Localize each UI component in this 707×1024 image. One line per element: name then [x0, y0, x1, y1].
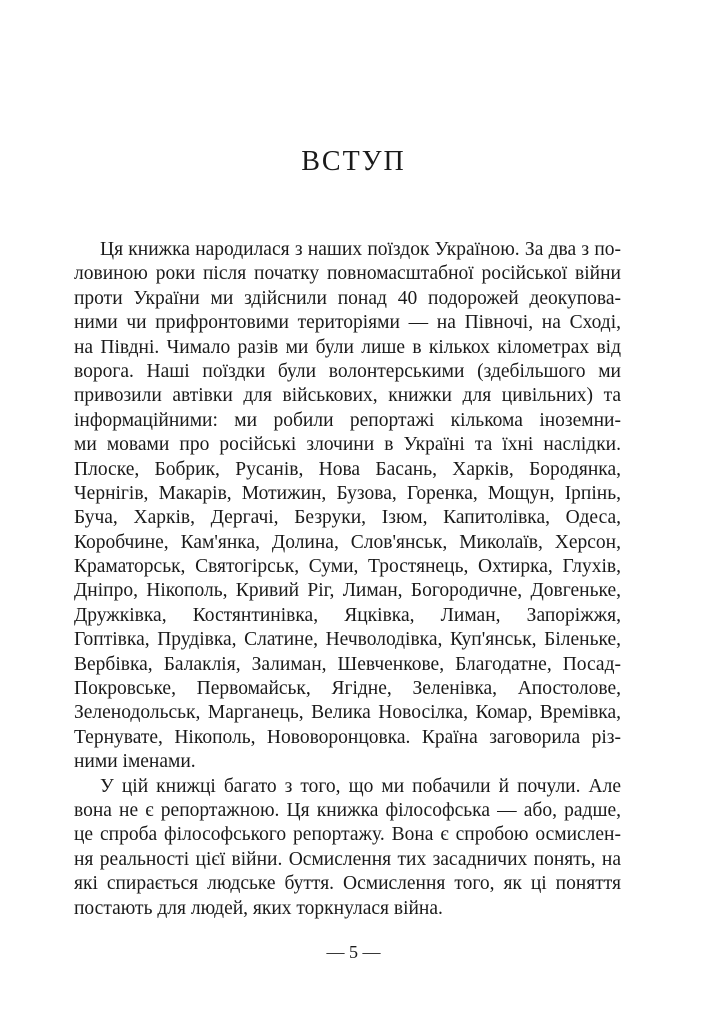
text-line: Зеленодольськ, Марганець, Велика Новосілка, Комар, Времівка, — [74, 702, 621, 724]
text-line: Дружківка, Костянтинівка, Яцківка, Лиман, Запоріжжя, — [74, 604, 621, 626]
chapter-body — [74, 238, 621, 921]
page-number: — 5 — — [326, 942, 381, 962]
text-line: ними іменами. — [74, 751, 196, 773]
text-line: які спирається людське буття. Осмислення того, як ці поняття — [74, 873, 621, 895]
paragraph-1 — [74, 238, 621, 775]
text-line: ми мовами про російські злочини в Україні та їхні наслідки. — [74, 434, 621, 456]
paragraph-2 — [74, 775, 621, 921]
chapter-title: ВСТУП — [301, 146, 406, 177]
text-line: це спроба філософського репортажу. Вона є спробою осмислен- — [74, 824, 621, 846]
text-line: У цій книжці багато з того, що ми побачили й почули. Але — [100, 775, 621, 797]
text-line: Краматорськ, Святогірськ, Суми, Тростянець, Охтирка, Глухів, — [74, 556, 621, 578]
text-line: Тернувате, Нікополь, Нововоронцовка. Країна заговорила різ- — [74, 726, 621, 748]
text-line: Чернігів, Макарів, Мотижин, Бузова, Горенка, Мощун, Ірпінь, — [74, 482, 621, 504]
text-line: Вербівка, Балаклія, Залиман, Шевченкове, Благодатне, Посад- — [74, 653, 621, 675]
text-line: ворога. Наші поїздки були волонтерськими (здебільшого ми — [74, 360, 621, 382]
text-line: вона не є репортажною. Ця книжка філософська — або, радше, — [74, 799, 621, 821]
text-line: Покровське, Первомайськ, Ягідне, Зеленівка, Апостолове, — [74, 678, 621, 700]
text-line: ловиною роки після початку повномасштабної російської війни — [74, 263, 621, 285]
text-line: інформаційними: ми робили репортажі кількома іноземни- — [74, 409, 621, 431]
text-line: Буча, Харків, Дергачі, Безруки, Ізюм, Капитолівка, Одеса, — [74, 507, 621, 529]
text-line: проти України ми здійснили понад 40 подорожей деокупова- — [74, 287, 621, 309]
text-line: Коробчине, Кам'янка, Долина, Слов'янськ, Миколаїв, Херсон, — [74, 531, 621, 553]
text-line: на Півдні. Чимало разів ми були лише в кількох кілометрах від — [74, 336, 621, 358]
text-line: ними чи прифронтовими територіями — на Півночі, на Сході, — [74, 312, 621, 334]
text-line: постають для людей, яких торкнулася війна. — [74, 897, 443, 919]
text-line: ня реальності цієї війни. Осмислення тих засадничих понять, на — [74, 848, 621, 870]
text-line: Гоптівка, Прудівка, Слатине, Нечволодівка, Куп'янськ, Біленьке, — [74, 629, 621, 651]
text-line: привозили автівки для військових, книжки для цивільних) та — [74, 385, 621, 407]
text-line: Ця книжка народилася з наших поїздок Україною. За два з по- — [100, 239, 621, 260]
text-line: Плоске, Бобрик, Русанів, Нова Басань, Харків, Бородянка, — [74, 458, 621, 480]
text-line: Дніпро, Нікополь, Кривий Ріг, Лиман, Богородичне, Довгеньке, — [74, 580, 621, 602]
